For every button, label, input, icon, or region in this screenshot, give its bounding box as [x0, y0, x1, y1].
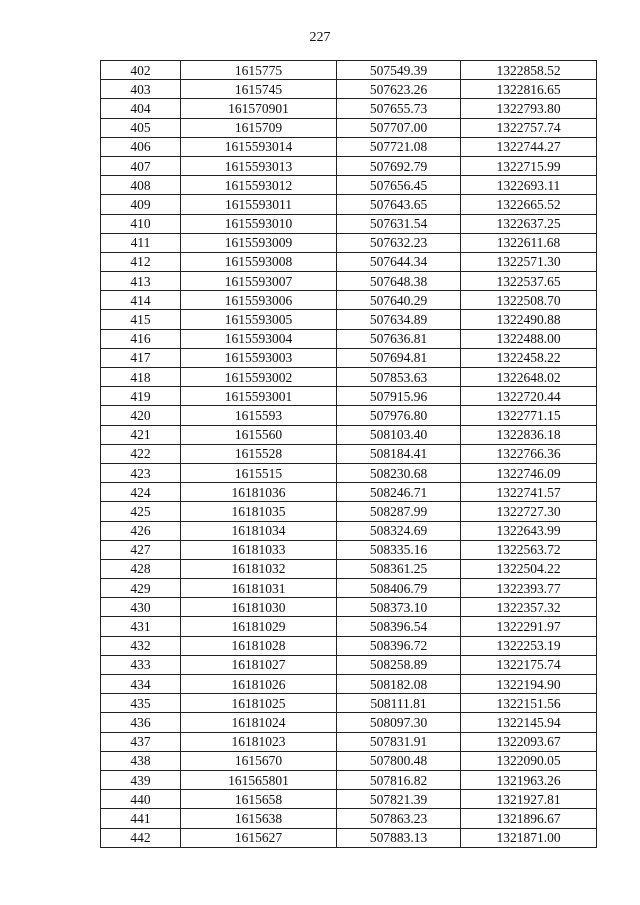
table-row — [101, 732, 597, 751]
x-coordinate-cell: 508103.40 — [337, 425, 461, 444]
point-number-cell: 415 — [101, 310, 181, 329]
x-coordinate-cell: 507634.89 — [337, 310, 461, 329]
table-row — [101, 176, 597, 195]
point-number-cell: 410 — [101, 214, 181, 233]
point-id-cell: 1615560 — [181, 425, 337, 444]
y-coordinate-cell: 1322151.56 — [461, 694, 597, 713]
y-coordinate-cell: 1322715.99 — [461, 156, 597, 175]
x-coordinate-cell: 508287.99 — [337, 502, 461, 521]
x-coordinate-cell: 507821.39 — [337, 790, 461, 809]
x-coordinate-cell: 507623.26 — [337, 80, 461, 99]
y-coordinate-cell: 1322816.65 — [461, 80, 597, 99]
y-coordinate-cell: 1322090.05 — [461, 751, 597, 770]
y-coordinate-cell: 1322194.90 — [461, 675, 597, 694]
y-coordinate-cell: 1322648.02 — [461, 368, 597, 387]
table-row — [101, 425, 597, 444]
x-coordinate-cell: 507976.80 — [337, 406, 461, 425]
point-id-cell: 16181028 — [181, 636, 337, 655]
x-coordinate-cell: 508361.25 — [337, 559, 461, 578]
y-coordinate-cell: 1322611.68 — [461, 233, 597, 252]
point-id-cell: 1615670 — [181, 751, 337, 770]
table-row — [101, 137, 597, 156]
point-id-cell: 1615593001 — [181, 387, 337, 406]
y-coordinate-cell: 1321927.81 — [461, 790, 597, 809]
x-coordinate-cell: 507707.00 — [337, 118, 461, 137]
x-coordinate-cell: 507800.48 — [337, 751, 461, 770]
y-coordinate-cell: 1322458.22 — [461, 348, 597, 367]
point-id-cell: 1615658 — [181, 790, 337, 809]
point-number-cell: 427 — [101, 540, 181, 559]
y-coordinate-cell: 1322093.67 — [461, 732, 597, 751]
y-coordinate-cell: 1322793.80 — [461, 99, 597, 118]
point-id-cell: 1615593003 — [181, 348, 337, 367]
x-coordinate-cell: 507816.82 — [337, 770, 461, 789]
point-number-cell: 431 — [101, 617, 181, 636]
point-id-cell: 16181023 — [181, 732, 337, 751]
point-id-cell: 16181030 — [181, 598, 337, 617]
point-id-cell: 1615593009 — [181, 233, 337, 252]
point-number-cell: 417 — [101, 348, 181, 367]
point-number-cell: 414 — [101, 291, 181, 310]
y-coordinate-cell: 1321871.00 — [461, 828, 597, 847]
point-id-cell: 1615593006 — [181, 291, 337, 310]
point-id-cell: 1615593012 — [181, 176, 337, 195]
x-coordinate-cell: 508396.72 — [337, 636, 461, 655]
y-coordinate-cell: 1321963.26 — [461, 770, 597, 789]
point-number-cell: 432 — [101, 636, 181, 655]
table-row — [101, 751, 597, 770]
y-coordinate-cell: 1322393.77 — [461, 579, 597, 598]
x-coordinate-cell: 507831.91 — [337, 732, 461, 751]
point-number-cell: 441 — [101, 809, 181, 828]
y-coordinate-cell: 1322757.74 — [461, 118, 597, 137]
y-coordinate-cell: 1322643.99 — [461, 521, 597, 540]
x-coordinate-cell: 507692.79 — [337, 156, 461, 175]
point-id-cell: 1615627 — [181, 828, 337, 847]
x-coordinate-cell: 508182.08 — [337, 675, 461, 694]
point-number-cell: 407 — [101, 156, 181, 175]
x-coordinate-cell: 507640.29 — [337, 291, 461, 310]
y-coordinate-cell: 1322508.70 — [461, 291, 597, 310]
x-coordinate-cell: 507853.63 — [337, 368, 461, 387]
x-coordinate-cell: 508111.81 — [337, 694, 461, 713]
x-coordinate-cell: 508373.10 — [337, 598, 461, 617]
point-id-cell: 161570901 — [181, 99, 337, 118]
point-number-cell: 411 — [101, 233, 181, 252]
y-coordinate-cell: 1321896.67 — [461, 809, 597, 828]
point-id-cell: 16181029 — [181, 617, 337, 636]
point-number-cell: 416 — [101, 329, 181, 348]
point-id-cell: 16181033 — [181, 540, 337, 559]
point-number-cell: 430 — [101, 598, 181, 617]
y-coordinate-cell: 1322490.88 — [461, 310, 597, 329]
point-number-cell: 409 — [101, 195, 181, 214]
x-coordinate-cell: 508184.41 — [337, 444, 461, 463]
x-coordinate-cell: 507643.65 — [337, 195, 461, 214]
table-row — [101, 329, 597, 348]
x-coordinate-cell: 507915.96 — [337, 387, 461, 406]
point-number-cell: 408 — [101, 176, 181, 195]
x-coordinate-cell: 508324.69 — [337, 521, 461, 540]
table-row — [101, 118, 597, 137]
y-coordinate-cell: 1322858.52 — [461, 61, 597, 80]
x-coordinate-cell: 508335.16 — [337, 540, 461, 559]
x-coordinate-cell: 508396.54 — [337, 617, 461, 636]
table-row — [101, 540, 597, 559]
y-coordinate-cell: 1322488.00 — [461, 329, 597, 348]
y-coordinate-cell: 1322504.22 — [461, 559, 597, 578]
y-coordinate-cell: 1322571.30 — [461, 252, 597, 271]
point-id-cell: 1615528 — [181, 444, 337, 463]
table-row — [101, 598, 597, 617]
point-id-cell: 161565801 — [181, 770, 337, 789]
table-row — [101, 675, 597, 694]
point-id-cell: 1615593011 — [181, 195, 337, 214]
point-number-cell: 425 — [101, 502, 181, 521]
y-coordinate-cell: 1322744.27 — [461, 137, 597, 156]
point-number-cell: 435 — [101, 694, 181, 713]
y-coordinate-cell: 1322766.36 — [461, 444, 597, 463]
point-id-cell: 1615593002 — [181, 368, 337, 387]
point-number-cell: 438 — [101, 751, 181, 770]
x-coordinate-cell: 507883.13 — [337, 828, 461, 847]
table-row — [101, 463, 597, 482]
point-id-cell: 16181035 — [181, 502, 337, 521]
x-coordinate-cell: 507648.38 — [337, 272, 461, 291]
table-row — [101, 483, 597, 502]
y-coordinate-cell: 1322253.19 — [461, 636, 597, 655]
point-id-cell: 16181024 — [181, 713, 337, 732]
point-number-cell: 428 — [101, 559, 181, 578]
table-row — [101, 214, 597, 233]
table-body — [101, 61, 597, 848]
table-row — [101, 655, 597, 674]
x-coordinate-cell: 508258.89 — [337, 655, 461, 674]
point-id-cell: 1615593013 — [181, 156, 337, 175]
point-number-cell: 418 — [101, 368, 181, 387]
table-row — [101, 99, 597, 118]
point-id-cell: 1615638 — [181, 809, 337, 828]
y-coordinate-cell: 1322291.97 — [461, 617, 597, 636]
x-coordinate-cell: 507655.73 — [337, 99, 461, 118]
x-coordinate-cell: 507863.23 — [337, 809, 461, 828]
table-row — [101, 348, 597, 367]
point-number-cell: 426 — [101, 521, 181, 540]
table-row — [101, 809, 597, 828]
table-row — [101, 636, 597, 655]
x-coordinate-cell: 508406.79 — [337, 579, 461, 598]
y-coordinate-cell: 1322175.74 — [461, 655, 597, 674]
table-row — [101, 310, 597, 329]
y-coordinate-cell: 1322357.32 — [461, 598, 597, 617]
y-coordinate-cell: 1322741.57 — [461, 483, 597, 502]
y-coordinate-cell: 1322665.52 — [461, 195, 597, 214]
point-id-cell: 1615593005 — [181, 310, 337, 329]
table-row — [101, 156, 597, 175]
table-row — [101, 195, 597, 214]
x-coordinate-cell: 508230.68 — [337, 463, 461, 482]
table-row — [101, 770, 597, 789]
point-number-cell: 419 — [101, 387, 181, 406]
table-row — [101, 521, 597, 540]
point-number-cell: 406 — [101, 137, 181, 156]
table-row — [101, 579, 597, 598]
point-number-cell: 442 — [101, 828, 181, 847]
point-id-cell: 16181027 — [181, 655, 337, 674]
point-number-cell: 404 — [101, 99, 181, 118]
y-coordinate-cell: 1322637.25 — [461, 214, 597, 233]
table-row — [101, 387, 597, 406]
y-coordinate-cell: 1322563.72 — [461, 540, 597, 559]
point-number-cell: 420 — [101, 406, 181, 425]
point-id-cell: 16181034 — [181, 521, 337, 540]
x-coordinate-cell: 507721.08 — [337, 137, 461, 156]
x-coordinate-cell: 508097.30 — [337, 713, 461, 732]
y-coordinate-cell: 1322693.11 — [461, 176, 597, 195]
point-id-cell: 1615593014 — [181, 137, 337, 156]
point-number-cell: 440 — [101, 790, 181, 809]
y-coordinate-cell: 1322720.44 — [461, 387, 597, 406]
x-coordinate-cell: 507632.23 — [337, 233, 461, 252]
table-row — [101, 502, 597, 521]
table-row — [101, 828, 597, 847]
y-coordinate-cell: 1322771.15 — [461, 406, 597, 425]
x-coordinate-cell: 508246.71 — [337, 483, 461, 502]
table-row — [101, 444, 597, 463]
table-row — [101, 291, 597, 310]
y-coordinate-cell: 1322746.09 — [461, 463, 597, 482]
point-id-cell: 16181031 — [181, 579, 337, 598]
coordinates-table — [100, 60, 597, 848]
point-number-cell: 433 — [101, 655, 181, 674]
point-id-cell: 1615745 — [181, 80, 337, 99]
point-number-cell: 403 — [101, 80, 181, 99]
table-row — [101, 694, 597, 713]
point-number-cell: 402 — [101, 61, 181, 80]
point-id-cell: 1615593004 — [181, 329, 337, 348]
point-id-cell: 1615593 — [181, 406, 337, 425]
point-id-cell: 1615515 — [181, 463, 337, 482]
x-coordinate-cell: 507631.54 — [337, 214, 461, 233]
point-number-cell: 412 — [101, 252, 181, 271]
x-coordinate-cell: 507636.81 — [337, 329, 461, 348]
table-row — [101, 233, 597, 252]
x-coordinate-cell: 507694.81 — [337, 348, 461, 367]
point-number-cell: 421 — [101, 425, 181, 444]
point-number-cell: 429 — [101, 579, 181, 598]
point-id-cell: 16181025 — [181, 694, 337, 713]
table-row — [101, 80, 597, 99]
point-id-cell: 1615775 — [181, 61, 337, 80]
point-number-cell: 423 — [101, 463, 181, 482]
point-number-cell: 439 — [101, 770, 181, 789]
table-row — [101, 252, 597, 271]
point-number-cell: 436 — [101, 713, 181, 732]
point-id-cell: 16181026 — [181, 675, 337, 694]
point-number-cell: 424 — [101, 483, 181, 502]
point-number-cell: 434 — [101, 675, 181, 694]
table-row — [101, 559, 597, 578]
point-number-cell: 422 — [101, 444, 181, 463]
x-coordinate-cell: 507549.39 — [337, 61, 461, 80]
y-coordinate-cell: 1322145.94 — [461, 713, 597, 732]
table-row — [101, 790, 597, 809]
table-row — [101, 368, 597, 387]
y-coordinate-cell: 1322537.65 — [461, 272, 597, 291]
point-id-cell: 1615593008 — [181, 252, 337, 271]
y-coordinate-cell: 1322836.18 — [461, 425, 597, 444]
point-number-cell: 405 — [101, 118, 181, 137]
table-row — [101, 406, 597, 425]
x-coordinate-cell: 507656.45 — [337, 176, 461, 195]
table-row — [101, 61, 597, 80]
point-id-cell: 1615593007 — [181, 272, 337, 291]
point-number-cell: 437 — [101, 732, 181, 751]
page-number: 227 — [309, 30, 331, 45]
table-row — [101, 617, 597, 636]
point-id-cell: 1615593010 — [181, 214, 337, 233]
table-row — [101, 713, 597, 732]
point-id-cell: 1615709 — [181, 118, 337, 137]
table-row — [101, 272, 597, 291]
x-coordinate-cell: 507644.34 — [337, 252, 461, 271]
y-coordinate-cell: 1322727.30 — [461, 502, 597, 521]
point-number-cell: 413 — [101, 272, 181, 291]
point-id-cell: 16181036 — [181, 483, 337, 502]
point-id-cell: 16181032 — [181, 559, 337, 578]
